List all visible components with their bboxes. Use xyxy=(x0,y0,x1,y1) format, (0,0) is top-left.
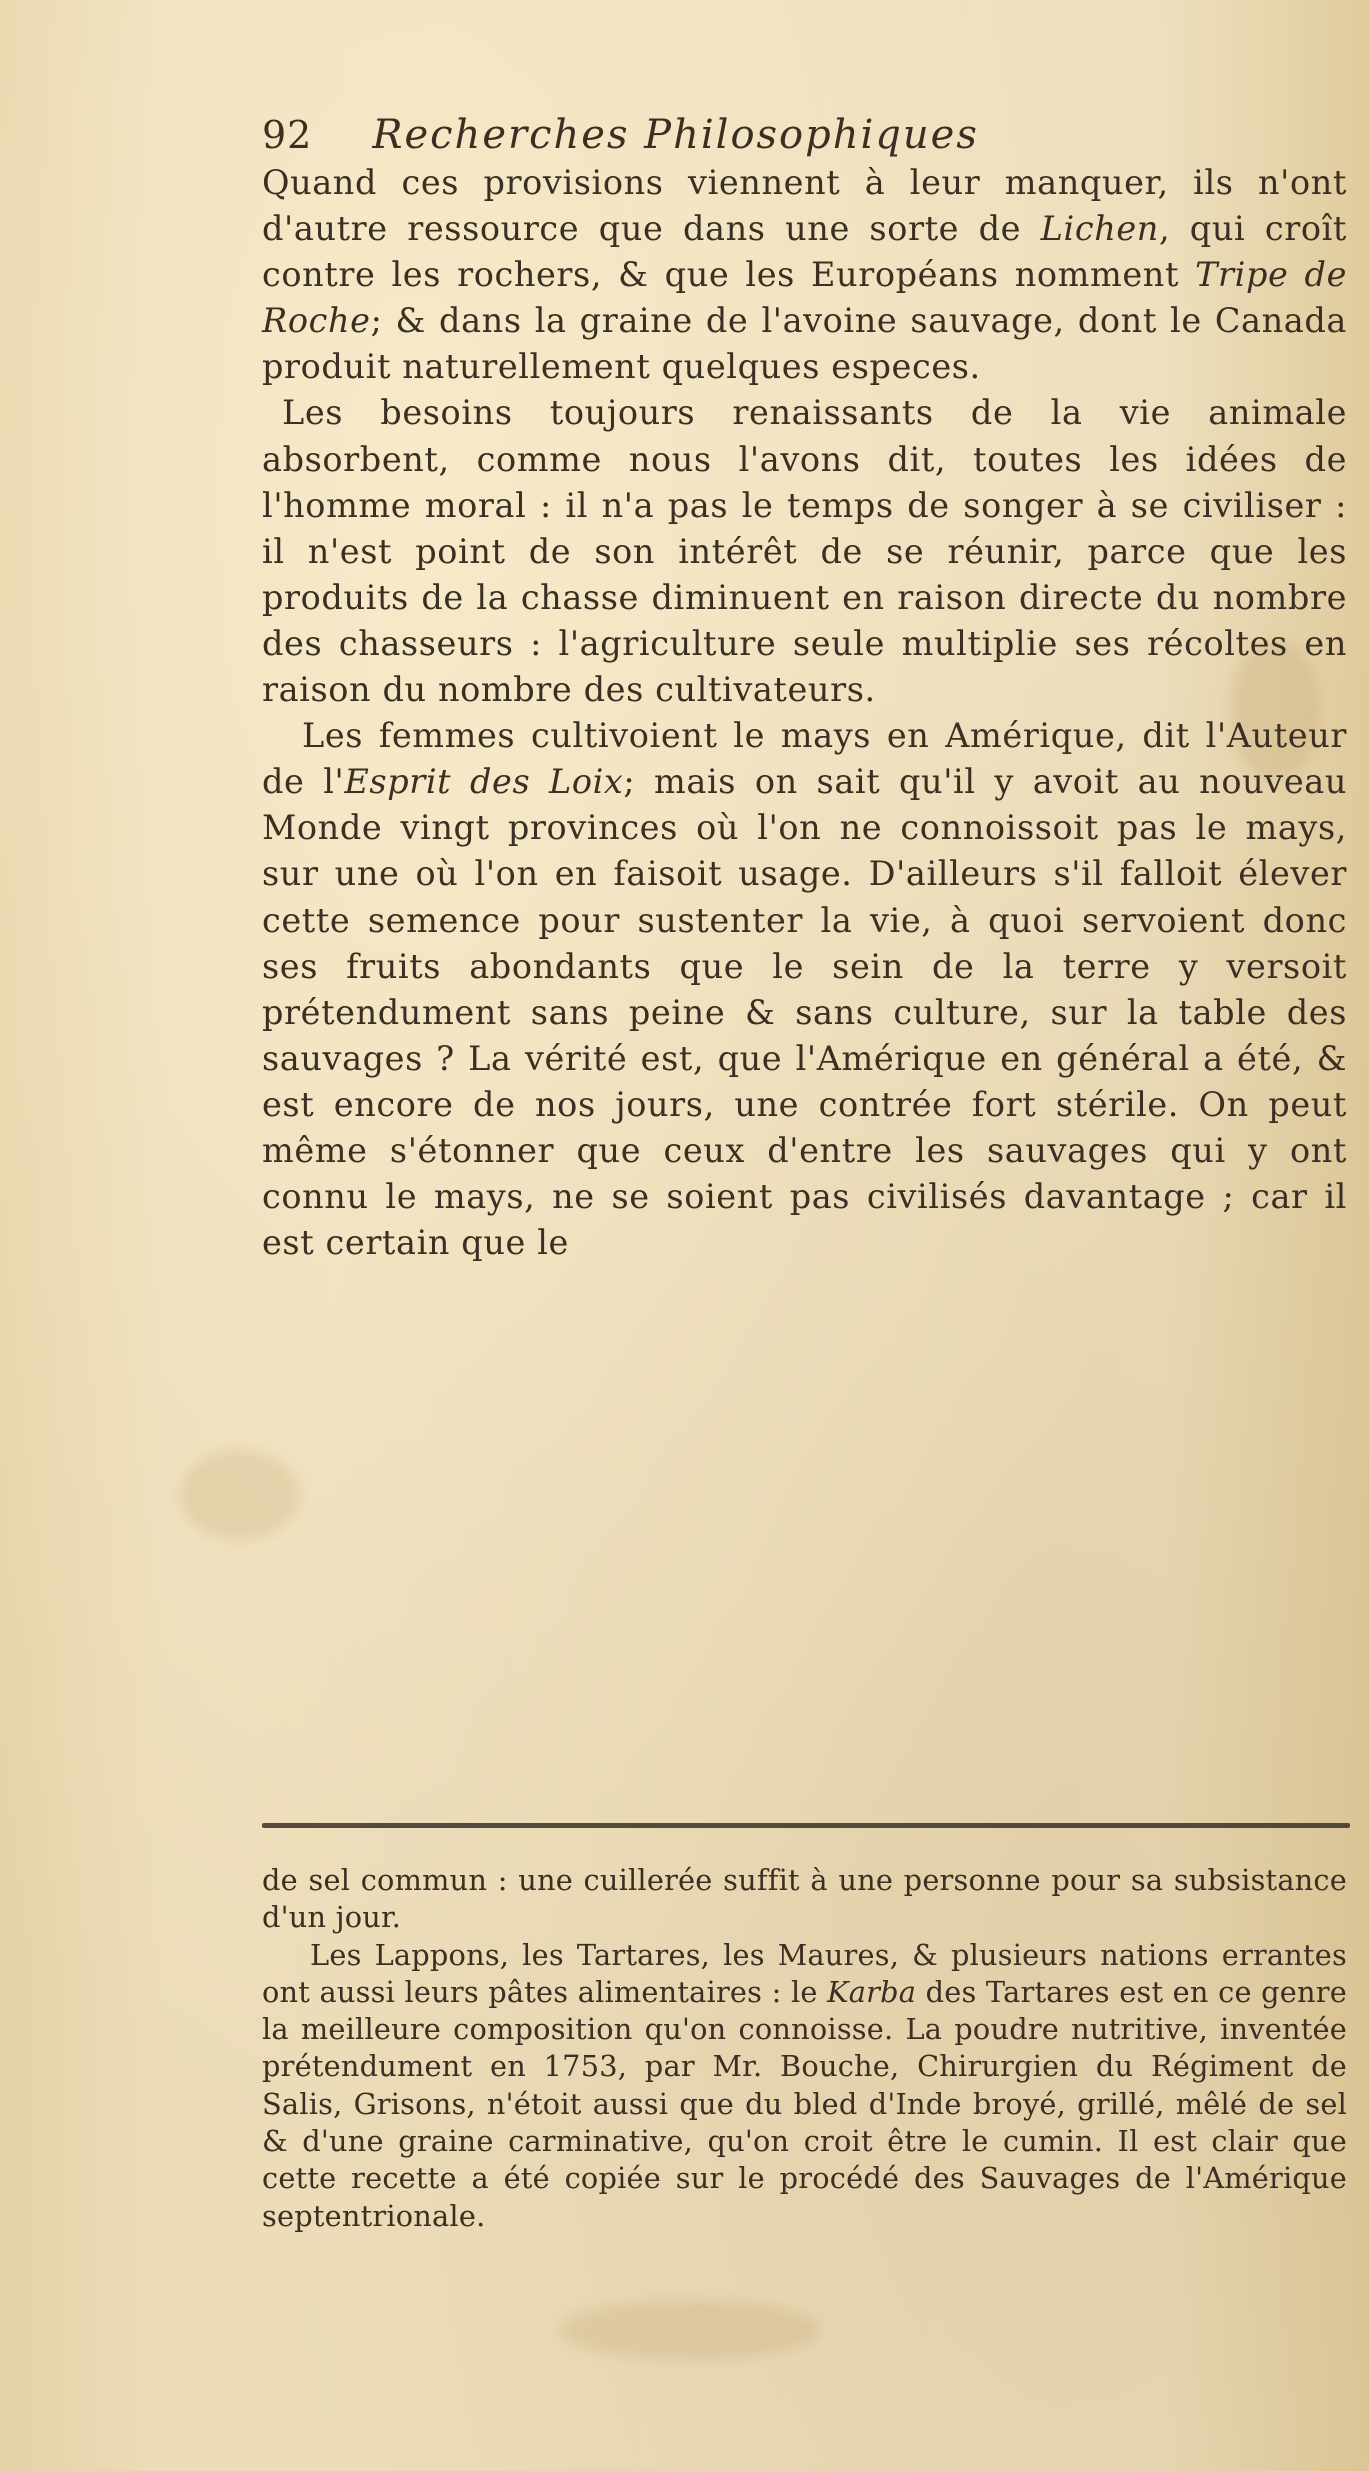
running-title: Recherches Philosophiques xyxy=(372,112,979,158)
paper-stain xyxy=(180,1450,300,1540)
paragraph-3: Les femmes cultivoient le mays en Amérique, dit l'Auteur de l'Esprit des Loix; mais on sait qu'il y avoit au nouveau Monde vingt provinces où l'on ne connoissoit pas le mays, sur une où l'on en faisoit usage. D'ailleurs s'il falloit élever cette semence pour sustenter la vie, à quoi servoient donc ses fruits abondants que le sein de la terre y versoit prétendument sans peine & sans culture, sur la table des sauvages ? La vérité est, que l'Amérique en général a été, & est encore de nos jours, une contrée fort stérile. On peut même s'étonner que ceux d'entre les sauvages qui y ont connu le mays, ne se soient pas civilisés davantage ; car il est certain que le xyxy=(262,716,1347,1263)
paragraph-1: Quand ces provisions viennent à leur manquer, ils n'ont d'autre ressource que dans une sorte de Lichen, qui croît contre les rochers, & que les Européans nomment Tripe de Roche; & dans la graine de l'avoine sauvage, dont le Canada produit naturellement quelques especes. xyxy=(262,163,1347,387)
main-text xyxy=(262,160,1347,1266)
footnote-paragraph: Les Lappons, les Tartares, les Maures, & plusieurs nations errantes ont aussi leurs pâtes alimentaires : le Karba des Tartares est en ce genre la meilleure composition qu'on connoisse. La poudre nutritive, inventée prétendument en 1753, par Mr. Bouche, Chirurgien du Régiment de Salis, Grisons, n'étoit aussi que du bled d'Inde broyé, grillé, mêlé de sel & d'une graine carminative, qu'on croit être le cumin. Il est clair que cette recette a été copiée sur le procédé des Sauvages de l'Amérique septentrionale. xyxy=(262,1937,1347,2233)
paper-stain xyxy=(560,2300,820,2360)
page-number: 92 xyxy=(262,113,313,157)
footnote-continuation: de sel commun : une cuillerée suffit à une personne pour sa subsistance d'un jour. xyxy=(262,1863,1347,1935)
footnotes xyxy=(262,1862,1347,2235)
footnote-divider xyxy=(262,1823,1350,1828)
paragraph-2: Les besoins toujours renaissants de la vie animale absorbent, comme nous l'avons dit, toutes les idées de l'homme moral : il n'a pas le temps de songer à se civiliser : il n'est point de son intérêt de se réunir, parce que les produits de la chasse diminuent en raison directe du nombre des chasseurs : l'agriculture seule multiplie ses récoltes en raison du nombre des cultivateurs. xyxy=(262,393,1347,710)
page-header xyxy=(262,112,1342,162)
